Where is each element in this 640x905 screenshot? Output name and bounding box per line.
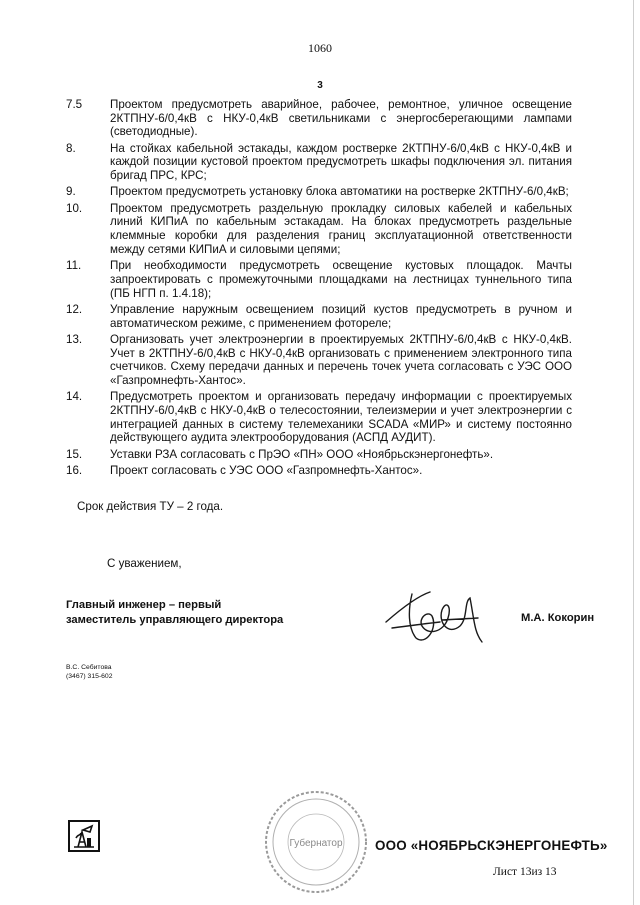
item-number: 10. — [66, 201, 83, 215]
item-number: 13. — [66, 332, 83, 346]
item-text: При необходимости предусмотреть освещение кустовых площадок. Мачты запроектировать с промежуточными площадками на лестницах туннельного типа (ПБ НГП п. 1.4.18); — [110, 259, 572, 300]
archive-page-number: 1060 — [308, 41, 332, 55]
item-text: Организовать учет электроэнергии в проектируемых 2КТПНУ-6/0,4кВ с НКУ-0,4кВ. Учет в 2КТПНУ-6/0,4кВ с НКУ-0,4кВ организовать с применением электронного типа счетчиков. Схему передачи данных и перечень точек учета согласовать с УЭС ООО «Газпромнефть-Хантос». — [110, 332, 572, 387]
list-item — [66, 98, 572, 139]
list-item — [66, 259, 572, 300]
page-number: 3 — [317, 80, 323, 91]
item-number: 8. — [66, 141, 76, 155]
list-item — [66, 464, 572, 478]
list-item — [66, 390, 572, 445]
list-item — [66, 333, 572, 388]
item-number: 11. — [66, 259, 82, 273]
signer-name: М.А. Кокорин — [521, 612, 595, 624]
list-item — [66, 303, 572, 330]
signer-title — [66, 598, 283, 628]
item-number: 16. — [66, 463, 83, 477]
item-number: 15. — [66, 447, 83, 461]
list-item — [66, 202, 572, 257]
validity-text: Срок действия ТУ – 2 года. — [77, 500, 224, 513]
round-stamp — [262, 788, 370, 896]
list-item — [66, 185, 572, 199]
list-item — [66, 142, 572, 183]
item-text: На стойках кабельной эстакады, каждом ростверке 2КТПНУ-6/0,4кВ с НКУ-0,4кВ и каждой позиции кустовой проектом предусмотреть шкафы подключения эл. питания бригад ПРС, КРС; — [110, 141, 572, 183]
item-text: Проектом предусмотреть аварийное, рабочее, ремонтное, уличное освещение 2КТПНУ-6/0,4кВ с НКУ-0,4кВ светильниками с энергосберегающими лампами (светодиодные). — [110, 98, 572, 139]
item-text: Проектом предусмотреть раздельную прокладку силовых кабелей и кабельных линий КИПиА по кабельным эстакадам. На блоках предусмотреть раздельные клеммные коробки для разделения границ эксплуатационной ответственности между сетями КИПиА и силовыми цепями; — [110, 201, 572, 256]
company-name: ООО «НОЯБРЬСКЭНЕРГОНЕФТЬ» — [375, 838, 608, 853]
item-text: Управление наружным освещением позиций кустов предусмотреть в ручном и автоматическом режиме, с применением фотореле; — [110, 302, 572, 330]
item-text: Проектом предусмотреть установку блока автоматики на ростверке 2КТПНУ-6/0,4кВ; — [110, 185, 569, 199]
sheet-counter: Лист 13из 13 — [493, 866, 557, 878]
item-number: 14. — [66, 390, 83, 404]
item-number: 12. — [66, 302, 83, 316]
handwritten-signature — [382, 588, 492, 648]
item-number: 7.5 — [66, 98, 83, 111]
item-number: 9. — [66, 185, 76, 199]
executor-name: В.С. Себитова — [66, 664, 112, 671]
executor-info — [66, 664, 112, 681]
item-text: Предусмотреть проектом и организовать передачу информации с проектируемых 2КТПНУ-6/0,4кВ с НКУ-0,4кВ о телесостоянии, телеизмерии и учет электроэнергии с интеграцией данных в систему телемеханики SCADA «МИР» и систему постоянно действующего аудита электрооборудования (АСПД АУДИТ). — [110, 390, 572, 445]
item-text: Проект согласовать с УЭС ООО «Газпромнефть-Хантос». — [110, 463, 423, 477]
company-logo-icon — [68, 820, 100, 852]
closing-text: С уважением, — [107, 557, 182, 570]
signer-title-line: Главный инженер – первый — [66, 599, 222, 611]
page-edge-line — [633, 0, 634, 905]
stamp-text: Губернатор — [289, 838, 343, 849]
signer-title-line: заместитель управляющего директора — [66, 614, 284, 626]
executor-phone: (3467) 315-602 — [66, 672, 113, 680]
requirements-list — [66, 98, 572, 480]
item-text: Уставки РЗА согласовать с ПрЭО «ПН» ООО «Ноябрьскэнергонефть». — [110, 447, 494, 461]
list-item — [66, 448, 572, 462]
